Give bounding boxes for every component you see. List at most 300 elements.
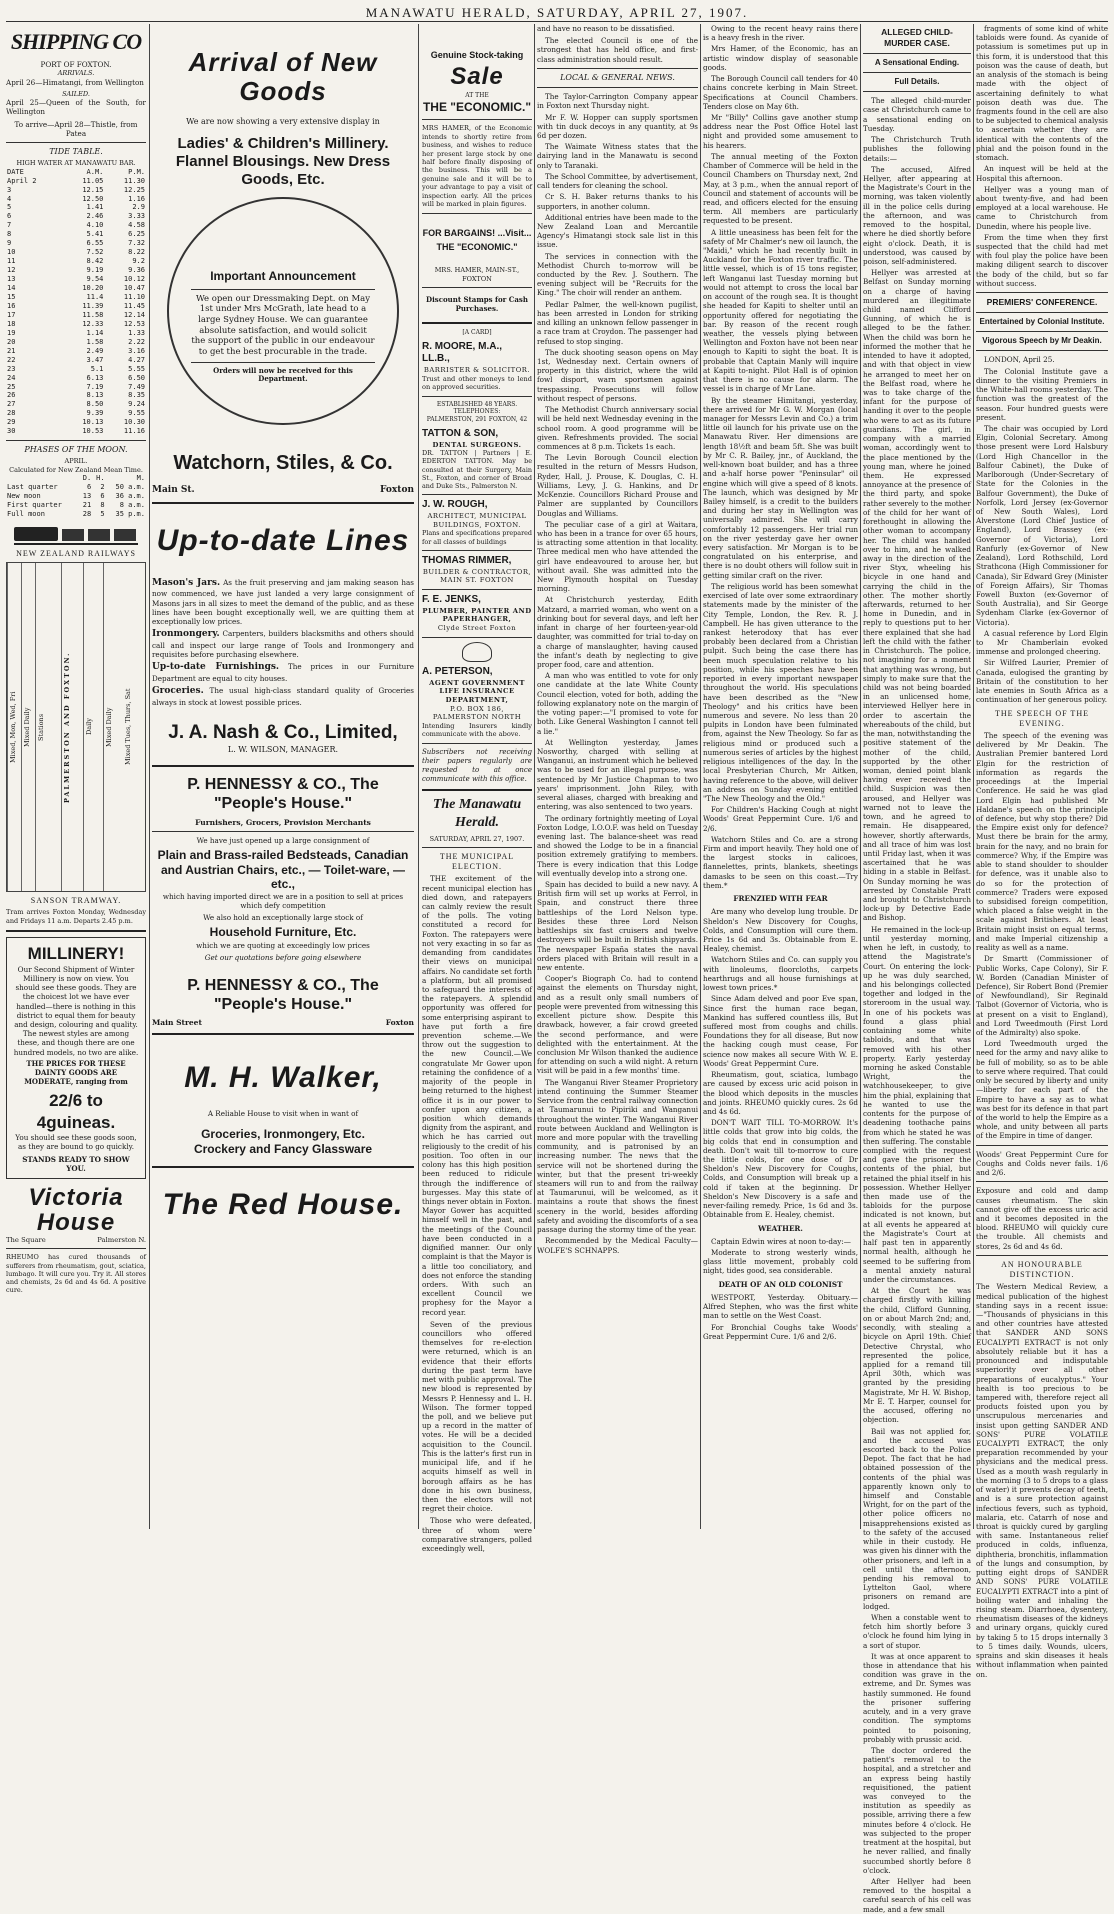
port-title: PORT OF FOXTON.	[40, 60, 112, 70]
news-paragraph: Mr "Billy" Collins gave another stump address near the Post Office Hotel last night and provided some amusement to his hearers.	[703, 112, 858, 150]
article-paragraph: After Hellyer had been removed to the hospital a careful search of his cell was made, and a few small	[863, 1877, 971, 1914]
millinery-close: You should see these goods soon, as they are bound to go quickly.	[15, 1133, 137, 1152]
tide-cell: 8.35	[128, 391, 145, 400]
article-paragraph: When a constable went to fetch him shortly before 3 o'clock he found him lying in a sort of stupor.	[863, 1612, 971, 1650]
news-paragraph: Cr S. H. Baker returns thanks to his supporters, in another column.	[537, 192, 698, 211]
stands-ready: STANDS READY TO SHOW YOU.	[22, 1154, 130, 1173]
tide-cell: 28	[7, 409, 16, 418]
news-paragraph: The peculiar case of a girl at Waitara, who has been in a trance for over 65 hours, is attracting some attention in that locality. Three medical men who have attended the girl have endeavoured to arouse her, but without avail. She was admitted into the New Plymouth hospital on Tuesday morning.	[537, 519, 698, 594]
watchorn-address	[152, 485, 414, 497]
premiers-subtitle-1: Entertained by Colonial Institute.	[979, 317, 1105, 326]
news-paragraph: Are many who develop lung trouble. Dr Sheldon's New Discovery for Coughs, Colds, and Consumption will cure them. Price 1s 6d and 3s. Obtainable from E. Healey, chemist.	[703, 907, 858, 954]
millinery-text: Our Second Shipment of Winter Millinery is now on view. You should see these goods. They are the choicest lot we have ever handled—there is nothing in this district to equal them for beauty and design, colouring and quality. The newest styles are among these, and though there are one hundred models, no two are alike.	[13, 964, 139, 1057]
arrival-subtitle: We are now showing a very extensive display in	[186, 117, 380, 127]
tide-row	[6, 212, 146, 221]
tide-cell: 25	[7, 382, 16, 391]
hennessy-address	[152, 1018, 414, 1028]
victoria-address-line: The Square	[6, 1235, 46, 1244]
column-shipping	[6, 24, 146, 1529]
tide-cell: 6.50	[128, 373, 145, 382]
article-paragraph: It was at once apparent to those in attendance that his condition was grave in the extreme, and Dr. Symes was hastily summoned. He found the prisoner suffering acutely, and in a very grave condition. The symptoms pointed to poisoning, probably with prussic acid.	[863, 1651, 971, 1744]
tide-cell: 10.12	[123, 275, 145, 284]
hennessy-text-1: We have just opened up a large consignment of	[196, 836, 370, 846]
tide-cell: 11.39	[82, 301, 104, 310]
column-child-murder	[863, 24, 971, 1914]
tide-cell: 30	[7, 427, 16, 436]
genuine-label: Genuine Stock-taking	[430, 50, 524, 60]
hamer-text: MRS HAMER, of the Economic intends to shortly retire from business, and wishes to reduce her present large stock by one half before finally disposing of the business. This will be a genuine sale and it will be to your advantage to pay a visit of inspection early. All the prices will be marked in plain figures.	[422, 124, 532, 209]
important-title: Important Announcement	[210, 269, 356, 284]
tide-row	[6, 391, 146, 400]
important-text: We open our Dressmaking Dept. on May 1st under Mrs McGrath, late head to a large Sydney House. We can guarantee absolute satisfaction, and would solicit the support of the public in our endeavour to get the best procurable in the trade.	[191, 293, 375, 357]
news-paragraph: At Wellington yesterday, James Nosworthy, charged with selling at Wanganui, an instrument which he believed was to be used for an illegal purpose, was sentenced by Mr Justice Chapman to two years' imprisonment. John Riley, with several aliases, charged with breaking and entering, was also sentenced to two years.	[537, 737, 698, 812]
tide-cell: 11.45	[123, 301, 145, 310]
tide-cell: 1.41	[86, 203, 104, 212]
tide-cell: 12.53	[123, 319, 145, 328]
tide-subtitle: HIGH WATER AT MANAWATU BAR.	[16, 159, 136, 168]
tide-row	[6, 311, 146, 320]
tide-cell: 3.16	[128, 346, 145, 355]
rimmer-title: BUILDER & CONTRACTOR,	[422, 567, 532, 576]
tide-row	[6, 409, 146, 418]
column-premiers	[976, 24, 1108, 1679]
arrivals-label: ARRIVALS.	[57, 69, 95, 78]
column-advertisements	[152, 24, 414, 1529]
tide-cell: 20	[7, 337, 16, 346]
peterson-title: AGENT GOVERNMENT LIFE INSURANCE DEPARTMENT,	[429, 678, 525, 704]
moon-subtitle: APRIL.	[64, 457, 88, 466]
news-paragraph: A man who was entitled to vote for only one candidate at the late White County Council election, voted for both, adding the following explanatory note on the margin of the voting paper:—"I promised to vote for both. Like General Washington I cannot tell a lie."	[537, 671, 698, 736]
tide-cell: April 2	[7, 176, 37, 185]
tide-cell: 11.16	[123, 427, 145, 436]
tide-row	[6, 284, 146, 293]
moon-row	[6, 483, 146, 492]
tide-cell: 27	[7, 400, 16, 409]
article-paragraph: LONDON, April 25.	[984, 355, 1055, 365]
rheumo-ad-2: Exposure and cold and damp causes rheumatism. The skin cannot give off the excess uric acid and it becomes deposited in the blood. RHEUMO will quickly cure the trouble. All chemists and stores, 2s 6d and 4s 6d.	[976, 1186, 1108, 1251]
coat-of-arms-icon	[462, 642, 492, 662]
tide-table	[6, 168, 146, 437]
tide-cell: 10	[7, 248, 16, 257]
news-paragraph: A little uneasiness has been felt for the safety of Mr Chalmer's new oil launch, the "Maidi," which he had recently built in Auckland for the Foxton river traffic. The little vessel, which is of 15 tons register, left Wanganui last Tuesday morning but would not attempt to cross the local bar on account of the rough sea. It is thought she headed for Kapiti to shelter until an opportunity offered for negotiating the bar. By reason of the recent rough weather, the vessels plying between Wellington and Foxton have not been near enough to Kapiti to sight the boat. It is probable that Captain Manly will inquire at Kapiti to-night. Pilot Hall is of opinion that there is no cause for alarm. The vessel is in charge of Mr Lane.	[703, 227, 859, 394]
tide-header: A.M.	[86, 167, 104, 176]
jenks-title: PLUMBER, PAINTER AND PAPERHANGER,	[422, 606, 532, 624]
tide-cell: 1.33	[128, 328, 145, 337]
subscribers-notice: Subscribers not receiving their papers regularly are requested to at once communicate with this office.	[422, 747, 532, 783]
tide-row	[6, 365, 146, 374]
watchorn-town: Foxton	[380, 485, 414, 496]
tide-row	[6, 302, 146, 311]
tatton-text: DR. TATTON | Partners | E. EDERTON TATTON. May be consulted at their Surgery, Main St., Foxton, and corner of Broad and Duke Sts., Palmerston N.	[422, 449, 532, 491]
telephone-line: PALMERSTON, 291 FOXTON, 42	[426, 416, 528, 424]
moon-cell: First quarter	[7, 500, 62, 509]
moon-note: Calculated for New Zealand Mean Time.	[9, 465, 143, 474]
economic-title: THE "ECONOMIC."	[422, 99, 532, 114]
tide-cell: 11	[7, 257, 16, 266]
moon-cell: 50 a.m.	[115, 483, 145, 492]
news-paragraph: Mrs Hamer, of the Economic, has an artistic window display of seasonable goods.	[703, 44, 858, 72]
news-paragraph: The Levin Borough Council election resulted in the return of Messrs Hudson, Ryder, Hall, J. Prouse, K. Douglas, C. H. Williams, Levy, J. G. Hankins, and Dr McKenzie. Councillors Richard Prouse and Palmer are supplanted by Councillors Douglas and Williams.	[537, 453, 698, 518]
moore-text: Trust and other moneys to lend on approved securities.	[422, 374, 532, 392]
speech-title: THE SPEECH OF THE EVENING.	[995, 708, 1089, 728]
news-paragraph: The Waimate Witness states that the dairying land in the Manawatu is second only to Taranaki.	[537, 142, 698, 170]
ironmongery-label: Ironmongery.	[152, 629, 220, 640]
news-paragraph: The annual meeting of the Foxton Chamber of Commerce will be held in the Council Chambers on Thursday next, 2nd May, at 3 p.m., when the annual report of Council and statement of accounts will be read, and officers elected for the ensuing term. All members are particularly requested to be present.	[703, 151, 858, 226]
article-paragraph: The alleged child-murder case at Christchurch came to a sensational ending on Tuesday.	[863, 96, 971, 133]
news-paragraph: Additional entries have been made to the New Zealand Loan and Mercantile Agency's Himatangi stock sale list in this issue.	[537, 212, 698, 250]
hennessy-text-4: which we are quoting at exceedingly low prices	[196, 940, 370, 950]
tide-header: P.M.	[128, 167, 145, 176]
tide-row	[6, 248, 146, 257]
tide-cell: 5.55	[128, 364, 145, 373]
tide-cell: 7.52	[86, 248, 104, 257]
millinery-title: MILLINERY!	[27, 943, 125, 963]
news-paragraph: Captain Edwin wires at noon to-day:—	[711, 1236, 851, 1246]
article-paragraph: The Colonial Institute gave a dinner to the visiting Premiers in the White-hall rooms yesterday. The function was the greatest of the season. Four hundred guests were present.	[976, 366, 1108, 422]
news-paragraph: Mr F. W. Hopper can supply sportsmen with tin duck decoys in any quantity, at 9s 6d per dozen.	[537, 112, 698, 140]
victoria-address-line: Palmerston N.	[97, 1235, 146, 1244]
tide-row	[6, 427, 146, 436]
news-paragraph: The Wanganui River Steamer Proprietory intend continuing the Summer Steamer Service from the central railway connection at Taumarunui to Pipiriki and Wanganui throughout the winter. The Wanganui River route between Auckland and Wellington is more and more popular with the travelling community, and is patronised by an increasing number. The news that the service will not be shortened during the winter, but that the present tri-weekly steamers will run to and from the railway at Taumarunui, will be welcomed, as it maintains a route that shows the finest scenery in the world, besides affording safety and avoiding the discomforts of a sea passage during the stormy time of the year.	[537, 1077, 698, 1235]
news-paragraph: The ordinary fortnightly meeting of Loyal Foxton Lodge, I.O.O.F. was held on Tuesday evening last. The balance-sheet was read and showed the Lodge to be in a financial position extremely gratifying to members. There is every indication that this Lodge will eventually develop into a strong one.	[537, 813, 698, 878]
news-paragraph: Moderate to strong westerly winds, glass little movement, probably cold night, tides good, sea considerable.	[703, 1248, 858, 1276]
news-paragraph: Owing to the recent heavy rains there is a heavy fresh in the river.	[703, 24, 858, 43]
news-paragraph: The duck shooting season opens on May 1st, Wednesday next. Certain owners of property in this district, where the wild fowl disport, warn sportsmen against trespassing. Prosecutions will follow without respect of persons.	[537, 347, 698, 403]
rheumo-ad: RHEUMO has cured thousands of sufferers from rheumatism, gout, sciatica, lumbago. It will cure you. Try it. All stores and chemists, 2s 6d and 4s 6d. A positive cure.	[6, 1253, 146, 1295]
groceries-label: Groceries.	[152, 686, 204, 696]
tide-cell: 10.13	[82, 418, 104, 427]
tide-cell: 14	[7, 284, 16, 293]
moon-header	[6, 474, 79, 483]
article-paragraph: From the time when they first suspected that the child had met with foul play the police have been making diligent search to discover the body of the child, but so far without success.	[976, 232, 1108, 288]
tide-cell: 7.49	[128, 382, 145, 391]
moore-title: BARRISTER & SOLICITOR.	[423, 366, 531, 375]
railway-timetable	[6, 562, 146, 892]
railway-column: Mixed Daily	[21, 563, 35, 891]
tide-row	[6, 239, 146, 248]
moon-cell: Last quarter	[7, 483, 58, 492]
tide-cell: 1.58	[86, 337, 104, 346]
tide-cell: 7.19	[86, 382, 104, 391]
victoria-address	[6, 1236, 146, 1245]
tide-cell: 12.15	[82, 185, 104, 194]
bargains-title: FOR BARGAINS! ...Visit... THE "ECONOMIC."	[422, 227, 532, 253]
established: ESTABLISHED 48 YEARS.	[436, 400, 518, 408]
tide-cell: 3.47	[86, 355, 104, 364]
moon-title: PHASES OF THE MOON.	[24, 445, 128, 455]
tide-cell: 11.30	[123, 176, 145, 185]
uptodate-title: Up-to-date Lines	[156, 523, 410, 557]
tide-cell: 6.25	[128, 230, 145, 239]
tide-row	[6, 266, 146, 275]
moon-cell: Full moon	[7, 509, 45, 518]
tide-header: DATE	[7, 167, 24, 176]
election-text-2: Seven of the previous councillors who offered themselves for re-election were returned, which is an evidence that their efforts during the past term have met with public approval. The new blood is represented by Messrs P. Hennessy and L. H. Wilson. The former topped the poll, and we believe put up a record in the matter of votes. He will be a decided acquisition to the Council. This is the latter's first run in municipal life, and if he acquits himself as well in borough affairs as he has done in his own business, then the electors will not regret their choice.	[422, 1319, 532, 1514]
council-text: The elected Council is one of the strongest that has held office, and first-class administration should result.	[537, 36, 698, 64]
woods-ad: Woods' Great Peppermint Cure for Coughs and Colds never fails. 1/6 and 2/6.	[976, 1149, 1108, 1178]
peterson-card	[422, 666, 532, 739]
moon-cell: 5	[100, 509, 105, 518]
tide-row	[6, 186, 146, 195]
child-murder-subtitle-1: A Sensational Ending.	[874, 57, 960, 67]
groceries-text: The usual high-class standard quality of Groceries always in stock at lowest possible prices.	[152, 686, 414, 707]
tide-row	[6, 356, 146, 365]
distinction-text: The Western Medical Review, a medical publication of the highest standing says in a recent issue:—"Thousands of physicians in this and other countries have attested that SANDER AND SONS EUCALYPTI EXTRACT is not only absolutely reliable but it has a pronounced and indisputable superiority over all other preparations of eucalyptus." Your health is too precious to be tampered with, therefore reject all products foisted upon you by unscrupulous mercenaries and insist upon getting SANDER AND SONS' PURE VOLATILE EUCALYPTI EXTRACT, the only preparation recommended by your physicians and the medical press. Used as a mouth wash regularly in the morning (3 to 5 drops to a glass of water) it prevents decay of teeth, and is a sure protection against infectious fevers, such as typhoid, malaria, etc. Catarrh of nose and throat is quickly cured by gargling with same. Instantaneous relief produced in colds, influenza, diphtheria, bronchitis, inflammation of the lungs and consumption, by putting eight drops of SANDER AND SONS' PURE VOLATILE EUCALYPTI EXTRACT into a pint of boiling water and inhaling the rising steam. Diarrhoea, dysentery, rheumatism diseases of the kidneys and urinary organs, quickly cured by taking 5 to 15 drops internally 3 to 5 times daily. Wounds, ulcers, sprains and skin diseases it heals without inflammation when painted on.	[976, 1282, 1108, 1679]
arrival-text: April 26—Himatangi, from Wellington	[6, 77, 144, 87]
bedsteads-line: Plain and Brass-railed Bedsteads, Canadian and Austrian Chairs, etc., — Toilet-ware, — etc.,	[157, 848, 409, 892]
tide-cell: 2.9	[132, 203, 145, 212]
tide-row	[6, 383, 146, 392]
article-paragraph: A casual reference by Lord Elgin to Mr Chamberlain evoked immense and prolonged cheering.	[976, 628, 1108, 657]
tatton-name: TATTON & SON,	[422, 427, 499, 439]
tide-cell: 6	[7, 212, 12, 221]
news-paragraph: The religious world has been somewhat exercised of late over some extraordinary statements made by the minister of the City Temple, London, the Rev. R. J. Campbell. He has given utterance to the rankest heterodoxy that has ever probably been declared from a Christian pulpit. Such being the case there has been much speculation relative to his position, while his speeches have been reported in every important newspaper throughout the world. His speculations have been described as the "New Theology" and his critics have been numerous and severe. No less than 20 pulpits in London have been fulminated from, against the New Theology. So far as religious mind or produced such a numerous series of articles by the highest religious intelligences of the day. In the local Presbyterian Church, Mr Aitken, having reference to the above, will deliver an address on Sunday evening entitled "The New Theology and the Old."	[703, 581, 858, 803]
column-rule	[418, 24, 419, 1529]
tide-row	[6, 293, 146, 302]
moon-cell: 8 a.m.	[119, 500, 145, 509]
tide-cell: 26	[7, 391, 16, 400]
moon-table	[6, 474, 146, 519]
tide-cell: 2.49	[86, 346, 104, 355]
moon-row	[6, 510, 146, 519]
shipping-logo: SHIPPING CO	[10, 29, 142, 54]
rimmer-card	[422, 555, 532, 585]
tide-cell: 9.19	[86, 266, 104, 275]
news-paragraph: Cooper's Biograph Co. had to contend against the elements on Thursday night, and as a result only small numbers of people were prevented from witnessing this excellent picture show. Despite this drawback, however, a fair crowd greeted the second performance, and were delighted with the entertainment. At the conclusion Mr Wilson thanked the audience for attending on such a wild night. A return visit will be paid in a few months' time.	[537, 974, 698, 1076]
article-paragraph: The speech of the evening was delivered by Mr Deakin. The Australian Premier bantered Lord Elgin for the restriction of information as regards the proceedings at the Imperial Conference. He said he was glad Lord Elgin had published Mr Haldane's speech on the principle of defence, but why stop there? Did the Empire exist only for defence? Must there be brain for the army, brain for the navy, and no brain for commerce? Why, if the Empire was able to stand shoulder to shoulder for defence, was it unable also to do so for the protection of commerce? Traders were exposed to subsidised foreign competition, which placed a false weight in the scale against Britishers. At least Britain might insist on equal terms, and make Imperial citizenship a reality as well as a name.	[976, 731, 1108, 953]
column-news-2	[703, 24, 858, 1529]
tide-cell: 10.20	[82, 284, 104, 293]
article-paragraph: He remained in the lock-up until yesterday morning, when he left, in custody, to attend the Magistrate's Court. On entering the lock-up he was duly searched, and his belongings collected together and lodged in the storeroom in the usual way. In one of his pockets was found a glass phial containing some white tabloids, and that was removed with his other property. Early yesterday morning he asked Constable Wright, the watchhousekeeper, to give him the phial, explaining that he wanted to use the contents for the purpose of deadening toothache pains from which he stated he was then suffering. The constable complied with the request and gave the prisoner the contents of the phial, but retained the phial itself in his possession. Whether Hellyer then made use of the tabloids for the purpose indicated is not known, but at all events he appeared at the Magistrate's Court at half past ten in apparently normal health, although he seemed to be suffering from a mental anxiety natural under the circumstances.	[863, 924, 971, 1284]
tatton-card	[422, 428, 532, 490]
election-title: THE MUNICIPAL ELECTION.	[439, 851, 515, 872]
local-news-title: LOCAL & GENERAL NEWS.	[560, 72, 675, 82]
tide-cell: 4.10	[86, 221, 104, 230]
peterson-name: A. PETERSON,	[422, 665, 493, 677]
tide-cell: 4.58	[128, 221, 145, 230]
tide-cell: 12.50	[82, 194, 104, 203]
article-paragraph: Dr Smartt (Commissioner of Public Works, Cape Colony), Sir F. W. Borden (Canadian Minister of Defence), Sir Robert Bond (Premier of Newfoundland), Sir Reginald Talbot (Governor of Victoria, who is at present on a visit to England), and Lord Tweedmouth (First Lord of the Admiralty) also spoke.	[976, 954, 1108, 1038]
tide-cell: 5.41	[86, 230, 104, 239]
tide-cell: 7	[7, 221, 12, 230]
masons-label: Mason's Jars.	[152, 577, 221, 588]
tide-row	[6, 257, 146, 266]
moon-cell: 13	[82, 492, 92, 500]
tide-cell: 3	[7, 185, 12, 194]
tide-cell: 10.30	[123, 418, 145, 427]
telephones: TELEPHONES:	[453, 408, 501, 416]
news-paragraph: WEATHER.	[758, 1223, 803, 1233]
railway-column: Mixed, Mon, Wed, Fri	[7, 563, 21, 891]
news-paragraph: WESTPORT, Yesterday. Obituary.—Alfred Stephen, who was the first white man to settle on the West Coast.	[703, 1292, 858, 1321]
moon-cell: 28	[82, 509, 92, 518]
tatton-title: DENTAL SURGEONS.	[432, 440, 522, 449]
article-paragraph: The doctor ordered the patient's removal to the hospital, and a stretcher and an express being hastily requisitioned, the patient was conveyed to the institution as speedily as possible, arriving there a few minutes before 4 o'clock. He was subjected to the proper treatment at the hospital, but he never rallied, and finally succumbed shortly before 8 o'clock.	[863, 1745, 971, 1875]
nash-name: J. A. Nash & Co., Limited,	[168, 721, 398, 743]
tide-cell: 12	[7, 266, 16, 275]
tide-title: TIDE TABLE.	[49, 147, 103, 157]
moon-cell: 21	[82, 500, 92, 509]
tide-row	[6, 230, 146, 239]
tide-row	[6, 320, 146, 329]
jenks-address: Clyde Street Foxton	[437, 624, 517, 633]
millinery-ad	[6, 937, 146, 1179]
tide-cell: 11.10	[123, 292, 145, 301]
railway-column: Stations	[35, 563, 61, 891]
railway-column: Mixed Tues, Thurs, Sat	[124, 688, 132, 766]
nash-manager: L. W. WILSON, MANAGER.	[227, 745, 339, 755]
train-illustration	[14, 523, 138, 545]
tide-cell: 23	[7, 364, 16, 373]
news-paragraph: At Christchurch yesterday, Edith Matzard, a married woman, who went on a drinking bout for several days, and left her infant in charge of her fourteen-year-old daughter, was committed for trial to-day on a charge of manslaughter, having caused the infant's death by neglecting to give proper food, care and attention.	[537, 595, 698, 670]
walker-goods: Groceries, Ironmongery, Etc. Crockery and Fancy Glassware	[193, 1126, 373, 1157]
column-rule	[973, 24, 974, 1529]
tide-cell: 4	[7, 194, 12, 203]
tide-cell: 21	[7, 346, 16, 355]
tide-cell: 4.27	[128, 355, 145, 364]
moon-cell: 36 a.m.	[115, 492, 145, 500]
child-murder-subtitle-2: Full Details.	[894, 76, 940, 86]
sailed-text: April 25—Queen of the South, for Wellington	[6, 98, 146, 117]
tide-cell: 9.39	[86, 409, 104, 418]
article-paragraph: Hellyer was arrested at Belfast on Sunday morning on a charge of having murdered an illegitimate child named Clifford Gunning, of which he is alleged to be the father. When the child was born he informed the mother that he intended to have it adopted, and with that object in view he arranged to meet her on the Belfast road, where he was to take charge of the infant for the purpose of handing it over to the people who were to act as its future guardians. The girl, in company with a married woman, accordingly went to the place mentioned by the young man, where he joined them. He expressed annoyance at the presence of the third party, and spoke rather severely to the mother of the child for her want of forethought in allowing the other woman to accompany her. The child was handed over to him, and he walked away in the direction of the river Styx, wheeling his bicycle in one hand and carrying the child in the other. The mother shortly afterwards, returned to her home in Dunedin, and in reply to questions put to her there explained that she had left the child with the father in Christchurch. The police, not imagining for a moment that anything was wrong, but simply to make sure that the child was not being boarded in an unlicensed home, interviewed Hellyer here in order to ascertain the whereabouts of the child, but the man, notwithstanding the positive statement of the mother of the child, supported by the other woman, denied point blank having ever received the child. Suspicion was then aroused, and Hellyer was warned not to leave the town, and he agreed to remain. He disappeared, however, shortly afterwards, and all trace of him was lost until Friday last, when it was ascertained that he was hiding in a stable in Belfast. On Sunday morning he was arrested by Constable Pratt and brought to Christchurch lock-up by Detective Eade and Bishop.	[863, 268, 971, 923]
ironmongery-text: Carpenters, builders blacksmiths and others should call and inspect our large range of Tools and Ironmongery and requisites before purchasing elsewhere.	[152, 629, 414, 660]
article-paragraph: Bail was not applied for, and the accused was escorted back to the Police Depot. The fact that he had obtained possession of the contents of the phial was apparently known only to himself and Constable Wright, for on the part of the other police officers no misapprehensions existed as to the safety of the accused while in their custody. He was given his dinner with the other prisoners, and left in a cell until the afternoon, pending his removal to Lyttelton Gaol, where prisoners on remand are lodged.	[863, 1426, 971, 1611]
tide-cell: 1.16	[128, 194, 145, 203]
orders-note: Orders will now be received for this Department.	[213, 365, 353, 384]
tide-row	[6, 177, 146, 186]
tide-row	[6, 203, 146, 212]
masons-text: As the fruit preserving and jam making season has now commenced, we have just landed a very large consignment of Masons jars in all sizes to meet the demand of the public, and as these lines have been bought exceptionally well, we are quitting them at exceptionally low prices.	[152, 577, 414, 627]
tide-cell: 11.58	[82, 310, 104, 319]
news-paragraph: FRENZIED WITH FEAR	[733, 894, 828, 904]
herald-date: SATURDAY, APRIL 27, 1907.	[429, 834, 525, 843]
tide-cell: 19	[7, 328, 16, 337]
column-rule	[149, 24, 150, 1529]
tramway-title: SANSON TRAMWAY.	[30, 896, 122, 906]
election-text-3: Those who were defeated, three of whom were comparative strangers, polled exceedingly well,	[422, 1516, 532, 1554]
watchorn-name: Watchorn, Stiles, & Co.	[173, 452, 393, 475]
tide-cell: 29	[7, 418, 16, 427]
rimmer-name: THOMAS RIMMER,	[422, 554, 512, 566]
price-range: 22/6 to 4guineas.	[36, 1090, 116, 1132]
rough-card	[422, 499, 532, 546]
tide-cell: 6.55	[86, 239, 104, 248]
hennessy-text-5: Get our quotations before going elsewhere	[204, 952, 362, 962]
moore-name: R. MOORE, M.A., LL.B.,	[422, 340, 502, 365]
moon-header: H.	[96, 474, 105, 483]
arrival-goods: Ladies' & Children's Millinery. Flannel Blousings. New Dress Goods, Etc.	[175, 135, 391, 189]
household-line: Household Furniture, Etc.	[209, 925, 357, 940]
moore-card	[422, 341, 532, 392]
tide-cell: 2.46	[86, 212, 104, 221]
column-rule	[860, 24, 861, 1529]
tide-cell: 8.50	[86, 400, 104, 409]
arrival-title: Arrival of New Goods	[188, 47, 378, 106]
furnishings-text: The prices in our Furniture Department are equal to city houses.	[152, 662, 414, 683]
tide-cell: 24	[7, 373, 16, 382]
tide-cell: 8	[7, 230, 12, 239]
news-paragraph: DEATH OF AN OLD COLONIST	[718, 1279, 843, 1289]
news-paragraph: DON'T WAIT TILL TO-MORROW. It's little colds that grow into big colds, the big colds that end in consumption and death. Don't wait till to-morrow to cure the little colds, for one dose of Dr Sheldon's New Discovery for Coughs, Colds, and Consumption will break up a cold if taken at the beginning. Dr Sheldon's New Discovery is a safe and never-failing remedy. Price, 1s 6d and 3s. Obtainable from E. Healey, chemist.	[703, 1118, 858, 1220]
sale-title: Sale	[450, 62, 504, 90]
card-label: [A CARD]	[462, 328, 492, 336]
tide-cell: 6.13	[86, 373, 104, 382]
moon-cell: 6	[100, 492, 105, 500]
walker-name: M. H. Walker,	[184, 1061, 382, 1095]
election-text: THE excitement of the recent municipal election has died down, and ratepayers can calmly review the result of the polls. The voting constituted a record for Foxton. The ratepayers were not very exacting in so far as demanding from candidates their views on municipal affairs. No candidate set forth a platform, but all promised to safeguard the interests of the ratepayers. A splendid opportunity was offered for some enterprising aspirant to have put forth a fire prevention scheme.—We throw out the suggestion to the new Council.—We congratulate Mr Gower upon retaining the confidence of a majority of the people in being returned to the highest office it is in our power to confer upon any citizen, a position which demands dignity from the aspirant, and which he has carried out religiously to the credit of his position. Too often in our colony has this high position been reduced to ridicule through the indifference of burgesses. May this state of things never obtain in Foxton. Mayor Gower has acquitted himself well in the past, and the meetings of the Council have been conducted in a dignified manner. Our only complaint is that the Mayor is a little too conciliatory, and does not enforce the standing orders. With such an excellent Council we prophesy for the Mayor a record year.	[422, 874, 532, 1317]
article-paragraph: Lord Tweedmouth urged the need for the army and navy alike to be full of mobility, so as to be able to serve where required. That could only be secured by liberty and unity—liberty for each part of the Empire to have a say as to what was best for its defence in that part of the world to help the Empire as a whole, and unity between all parts of the Empire in time of danger.	[976, 1039, 1108, 1141]
news-paragraph: Rheumatism, gout, sciatica, lumbago are caused by excess uric acid poison in the blood which deposits in the muscles and joints. RHEUMO quickly cures. 2s 6d and 4s 6d.	[703, 1070, 858, 1116]
article-paragraph: An inquest will be held at the Hospital this afternoon.	[976, 164, 1108, 183]
moon-header: D.	[82, 474, 92, 483]
to-arrive-text: To arrive—April 28—Thistle, from Patea	[14, 119, 138, 138]
hennessy-town: Foxton	[385, 1018, 414, 1028]
news-paragraph: Since Adam delved and poor Eve span, Since first the human race began, Mankind has suffered countless ills, But suffered most from coughs and chills. Foundations they for all disease, But now the hacking cough must cease, For science now makes all secure With W. E. Woods' Great Peppermint Cure.	[703, 994, 858, 1068]
at-the-label: AT THE	[465, 92, 489, 100]
announcement-oval	[167, 197, 399, 425]
tide-cell: 12.14	[123, 310, 145, 319]
article-paragraph: The accused, Alfred Hellyer, after appearing at the Magistrate's Court in the morning, was taken violently ill in the police cells during the afternoon, and was removed to the hospital, where he died shortly before eight o'clock. Death, it is understood, was caused by poison, self-administered.	[863, 164, 971, 266]
election-continued: and have no reason to be dissatisfied.	[537, 24, 675, 33]
tide-cell: 8.13	[86, 391, 104, 400]
moon-cell: 6	[86, 483, 92, 492]
news-paragraph: The Taylor-Carrington Company appear in Foxton next Thursday night.	[537, 92, 698, 111]
tide-cell: 9	[7, 239, 12, 248]
distinction-title: AN HONOURABLE DISTINCTION.	[1001, 1259, 1083, 1280]
news-paragraph: For Children's Hacking Cough at night Woods' Great Peppermint Cure. 1/6 and 2/6.	[703, 805, 858, 833]
sailed-label: SAILED.	[62, 89, 90, 98]
tide-cell: 1.14	[86, 328, 104, 337]
tide-row	[6, 329, 146, 338]
railway-column: Mixed Daily	[103, 563, 123, 891]
tide-row	[6, 400, 146, 409]
news-paragraph: Spain has decided to build a new navy. A British firm will set up works at Ferrol, in Spain, and construct there three battleships of the Lord Nelson type. Besides these three Lord Nelson battleships six fast cruisers and twelve destroyers will be built in British shipyards. The newspaper España states the naval orders placed with Britain will result in a new entente.	[537, 880, 698, 973]
tide-cell: 9.24	[128, 400, 145, 409]
tide-cell: 12.33	[82, 319, 104, 328]
herald-title: The Manawatu Herald.	[432, 796, 522, 830]
article-paragraph: At the Court he was charged firstly with killing the child, Clifford Gunning, on or about March 2nd; and, secondly, with stealing a bicycle on April 19th. Chief Detective Chrystal, who represented the police, applied for a remand till April 30th, which was granted by the presiding Magistrate, Mr H. W. Bishop, Mr E. T. Harper, counsel for the accused, offering no objection.	[863, 1286, 971, 1425]
jenks-card	[422, 594, 532, 633]
tide-cell: 22	[7, 355, 16, 364]
moon-cell: 8	[100, 500, 105, 509]
furnishings-label: Up-to-date Furnishings.	[152, 662, 280, 673]
tide-cell: 9.54	[86, 275, 104, 284]
tide-cell: 8.42	[86, 257, 104, 266]
news-paragraph: Watchorn Stiles and Co. can supply you with linoleums, floorcloths, carpets hearthrugs and all house furnishings at lowest town prices.*	[703, 955, 858, 993]
rimmer-address: MAIN ST. FOXTON	[440, 576, 514, 585]
news-paragraph: The Borough Council call tenders for 40 chains concrete kerbing in Main Street. Specifications at Council Chambers. Tenders close on May 6th.	[703, 74, 858, 111]
masthead: MANAWATU HERALD, SATURDAY, APRIL 27, 1907.	[6, 4, 1108, 22]
tide-cell: 10.53	[82, 427, 104, 436]
moon-cell: New moon	[7, 492, 41, 500]
tide-cell: 11.4	[86, 292, 104, 301]
tide-row	[6, 221, 146, 230]
news-paragraph: For Bronchial Coughs take Woods' Great Peppermint Cure. 1/6 and 2/6.	[703, 1322, 858, 1341]
column-rule	[700, 24, 701, 1529]
tide-row	[6, 374, 146, 383]
tide-cell: 8.22	[128, 248, 145, 257]
news-paragraph: The services in connection with the Methodist Church to-morrow will be conducted by the Rev. J. Southern. The evening subject will be "Recruits for the King." The choir will render an anthem.	[537, 251, 698, 298]
railway-column: Daily	[83, 563, 103, 891]
news-paragraph: Recommended by the Medical Faculty—WOLFE'S SCHNAPPS.	[537, 1236, 698, 1255]
tide-row	[6, 275, 146, 284]
tide-cell: 16	[7, 301, 16, 310]
news-paragraph: Pedlar Palmer, the well-known pugilist, has been arrested in London for striking and killing an unknown fellow passenger in a race tram at Croydon. The passenger had refused to stop singing.	[537, 299, 698, 346]
column-rule	[534, 24, 535, 1529]
article-paragraph: Sir Wilfred Laurier, Premier of Canada, eulogised the granting by Britain of the constitution to her late enemies in South Africa as a continuation of her generous policy.	[976, 658, 1108, 705]
news-paragraph: The Methodist Church anniversary social will be held next Wednesday evening in the school room. A good programme will be given. Refreshments provided. The social commences at 8 p.m. Tickets 1s each.	[537, 405, 698, 451]
